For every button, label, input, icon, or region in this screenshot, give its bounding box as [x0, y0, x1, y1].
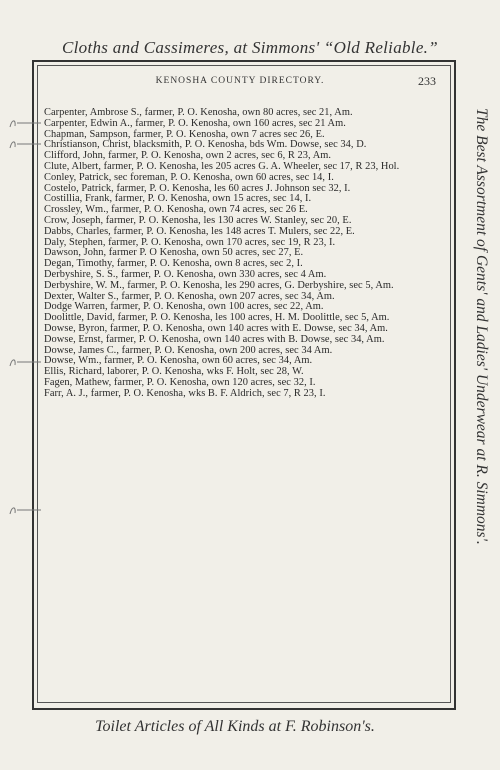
directory-entries: [44, 108, 448, 400]
pencil-mark-icon: [8, 137, 38, 147]
directory-entry: Dexter, Walter S., farmer, P. O. Kenosha, own 207 acres, sec 34, Am.: [44, 290, 335, 302]
directory-entry: Carpenter, Ambrose S., farmer, P. O. Kenosha, own 80 acres, sec 21, Am.: [44, 107, 353, 118]
page-header: [40, 76, 448, 94]
directory-title: KENOSHA COUNTY DIRECTORY.: [155, 76, 325, 86]
directory-entry: Degan, Timothy, farmer, P. O. Kenosha, own 8 acres, sec 2, I.: [44, 258, 303, 270]
directory-entry: Dowse, Ernst, farmer, P. O. Kenosha, own 140 acres with B. Dowse, sec 34, Am.: [44, 333, 385, 345]
directory-entry: Conley, Patrick, sec foreman, P. O. Kenosha, own 60 acres, sec 14, I.: [44, 171, 334, 183]
directory-entry: Crow, Joseph, farmer, P. O. Kenosha, les 130 acres W. Stanley, sec 20, E.: [44, 214, 352, 226]
directory-entry: Dabbs, Charles, farmer, P. O. Kenosha, les 148 acres T. Mulers, sec 22, E.: [44, 225, 355, 237]
directory-entry: Dowse, James C., farmer, P. O. Kenosha, own 200 acres, sec 34 Am.: [44, 344, 333, 356]
directory-entry: Dawson, John, farmer P. O Kenosha, own 50 acres, sec 27, E.: [44, 247, 304, 259]
directory-entry: Farr, A. J., farmer, P. O. Kenosha, wks B. F. Aldrich, sec 7, R 23, I.: [44, 387, 326, 399]
pencil-mark-icon: [8, 503, 38, 513]
directory-entry: Crossley, Wm., farmer, P. O. Kenosha, own 74 acres, sec 26 E.: [44, 204, 308, 216]
top-banner: Cloths and Cassimeres, at Simmons' “Old Reliable.”: [62, 38, 438, 57]
directory-entry: Chapman, Sampson, farmer, P. O. Kenosha, own 7 acres sec 26, E.: [44, 128, 325, 140]
directory-entry: Clute, Albert, farmer, P. O. Kenosha, les 205 acres G. A. Wheeler, sec 17, R 23, Hol.: [44, 160, 400, 172]
directory-entry: Costillia, Frank, farmer, P. O. Kenosha, own 15 acres, sec 14, I.: [44, 193, 312, 205]
directory-entry: Ellis, Richard, laborer, P. O. Kenosha, wks F. Holt, sec 28, W.: [44, 366, 304, 378]
pencil-mark-icon: [8, 355, 38, 365]
directory-entry: Christianson, Christ, blacksmith, P. O. Kenosha, bds Wm. Dowse, sec 34, D.: [44, 139, 367, 151]
directory-entry: Clifford, John, farmer, P. O. Kenosha, own 2 acres, sec 6, R 23, Am.: [44, 150, 332, 162]
directory-entry: Dodge Warren, farmer, P. O. Kenosha, own 100 acres, sec 22, Am.: [44, 301, 324, 313]
bottom-banner: Toilet Articles of All Kinds at F. Robinson's.: [95, 718, 375, 735]
directory-entry: Costelo, Patrick, farmer, P. O. Kenosha, les 60 acres J. Johnson sec 32, I.: [44, 182, 351, 194]
directory-entry: Carpenter, Edwin A., farmer, P. O. Kenosha, own 160 acres, sec 21 Am.: [44, 117, 346, 129]
directory-entry: Doolittle, David, farmer, P. O. Kenosha, les 100 acres, H. M. Doolittle, sec 5, Am.: [44, 312, 390, 324]
directory-entry: Fagen, Mathew, farmer, P. O. Kenosha, own 120 acres, sec 32, I.: [44, 376, 316, 388]
side-banner: The Best Assortment of Gents' and Ladies' Underwear at R. Simmons'.: [473, 108, 490, 545]
page-number: 233: [418, 74, 436, 88]
directory-entry: Dowse, Byron, farmer, P. O. Kenosha, own 140 acres with E. Dowse, sec 34, Am.: [44, 322, 388, 334]
directory-entry: Daly, Stephen, farmer, P. O. Kenosha, own 170 acres, sec 19, R 23, I.: [44, 236, 336, 248]
pencil-mark-icon: [8, 116, 38, 126]
directory-entry: Derbyshire, S. S., farmer, P. O. Kenosha, own 330 acres, sec 4 Am.: [44, 268, 327, 280]
directory-entry: Derbyshire, W. M., farmer, P. O. Kenosha, les 290 acres, G. Derbyshire, sec 5, Am.: [44, 279, 394, 291]
directory-entry: Dowse, Wm., farmer, P. O. Kenosha, own 60 acres, sec 34, Am.: [44, 355, 313, 367]
